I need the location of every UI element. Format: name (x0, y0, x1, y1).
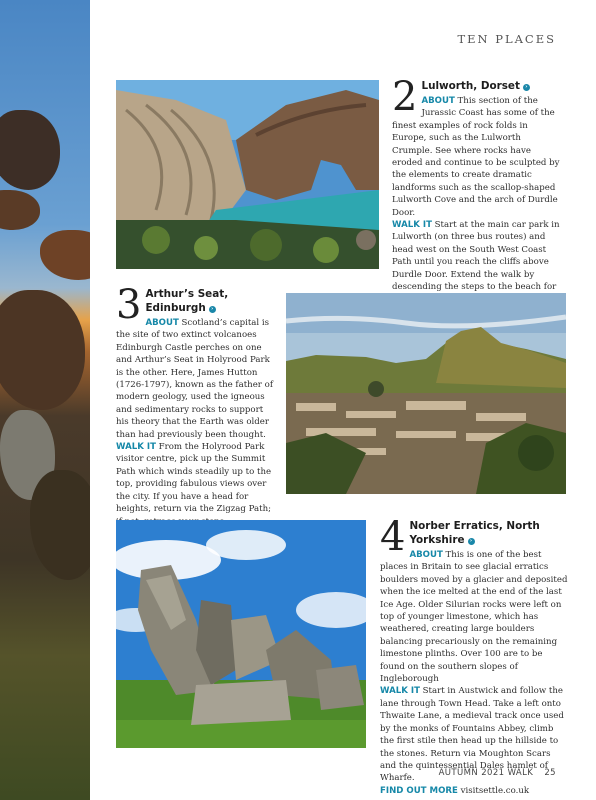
page-number: 25 (544, 768, 556, 778)
walk-text: Start at the main car park in Lulworth (on three bus routes) and head west on the South West Coast Path until you reach the cliffs above Durdle Door. Extend the walk by descending the steps to the beach for (392, 220, 560, 293)
walk-text: Start in Austwick and follow the lane through Town Head. Take a left onto Thwaite Lane, a medieval track once used by the monks of Fountains Abbey, climb the first stile then head up the hillside to the stones. Return via Moughton Scars and the quintessential Dales hamlet of Wharfe. (380, 686, 564, 784)
place-entry-norber-erratics (380, 514, 568, 797)
walk-text: From the Holyrood Park visitor centre, pick up the Summit Path which winds steadily up to the top, providing fabulous views over the city. If you have a head for heights, return via the Zigzag Path; (116, 442, 272, 515)
about-text: Scotland’s capital is the site of two extinct volcanoes Edinburgh Castle perches on one and Arthur’s Seat in Holyrood Park is the other. Here, James Hutton (1726-1797), known as the father of modern geology, used the igneous and sedimentary rocks to support his theory that the Earth was older than had previously been thought. (116, 318, 273, 440)
about-label: ABOUT (409, 550, 443, 560)
place-entry-lulworth (392, 74, 562, 318)
place-entry-arthurs-seat (116, 282, 278, 553)
walk-label: WALK IT (116, 442, 156, 453)
entry-number: 3 (116, 282, 142, 328)
section-tag: TEN PLACES (457, 32, 556, 46)
map-marker-icon: › (468, 538, 475, 545)
entry-number: 2 (392, 74, 418, 120)
arthurs-seat-photo (286, 293, 566, 494)
entry-title: Norber Erratics, North Yorkshire (409, 520, 540, 546)
side-rock-photo (0, 0, 90, 800)
info-link[interactable]: visitsettle.co.uk (460, 785, 530, 796)
magazine-name: WALK (507, 768, 534, 778)
info-label: FIND OUT MORE (380, 785, 458, 796)
norber-erratics-photo (116, 520, 366, 748)
entry-title: Arthur’s Seat, Edinburgh (145, 288, 229, 314)
entry-number: 4 (380, 514, 406, 560)
issue-label: AUTUMN 2021 (438, 768, 505, 778)
map-marker-icon: › (209, 306, 216, 313)
about-text: This is one of the best places in Britain to see glacial erratics boulders moved by a glacier and deposited when the ice melted at the end of the last Ice Age. Older Silurian rocks were left on top of younger limestone, which has weathered, creating large boulders balancing precariously on the remaining limestone plinths. Over 100 are to be found on the southern slopes of Ingleborough (380, 550, 568, 685)
walk-label: WALK IT (392, 220, 432, 231)
page-footer (439, 768, 556, 778)
walk-label: WALK IT (380, 686, 420, 697)
about-label: ABOUT (145, 318, 179, 328)
about-text: This section of the Jurassic Coast has some of the finest examples of rock folds in Europe, such as the Lulworth Crumple. See where rocks have eroded and continue to be sculpted by the elements to create dramatic landforms such as the scallop-shaped Lulworth Cove and the arch of Durdle Door. (392, 96, 560, 218)
about-label: ABOUT (421, 96, 455, 106)
map-marker-icon: › (523, 84, 530, 91)
entry-title: Lulworth, Dorset (421, 80, 520, 92)
lulworth-photo (116, 80, 379, 269)
